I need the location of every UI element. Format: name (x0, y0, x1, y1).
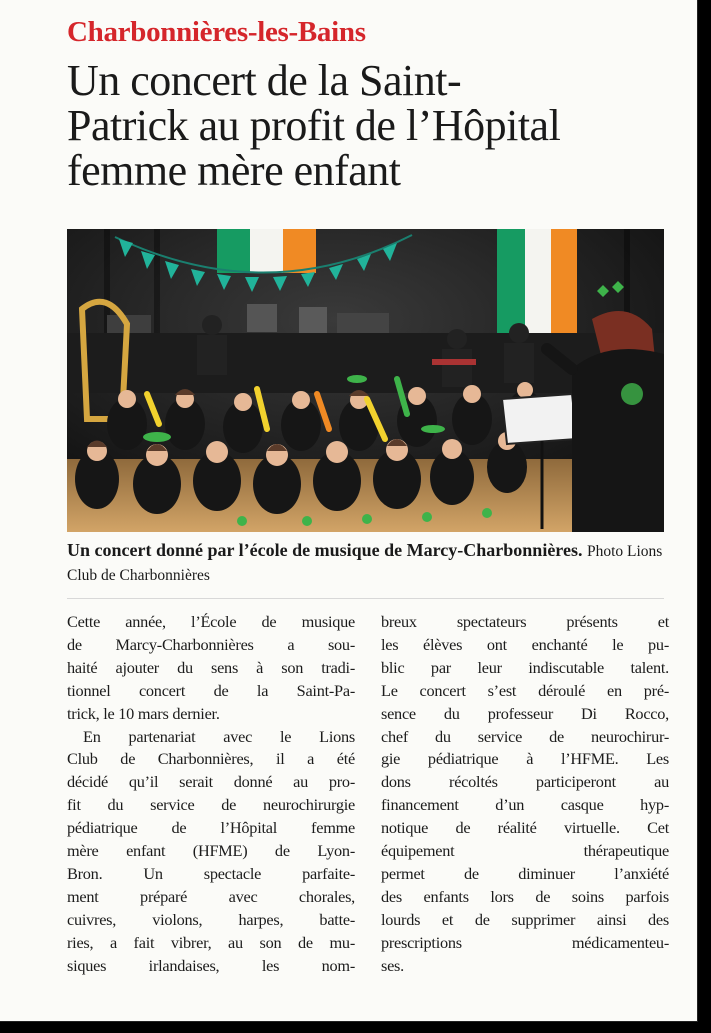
body-line: ses. (381, 955, 404, 975)
body-line: breux spectateurs présents et (381, 612, 669, 631)
body-line: lourds et de supprimer ainsi des (381, 909, 669, 929)
body-line: sence du professeur Di Rocco, (381, 703, 669, 723)
body-line: gie pédiatrique à l’HFME. Les (381, 749, 669, 769)
body-line: prescriptions médicamenteu- (381, 932, 669, 952)
body-line: ment préparé avec chorales, (67, 886, 355, 906)
article-column-right (381, 611, 669, 978)
body-line: tionnel concert de la Saint-Pa- (67, 680, 355, 700)
body-line: haité ajouter du sens à son tradi- (67, 657, 355, 677)
body-line: trick, le 10 mars dernier. (67, 703, 220, 723)
body-line: notique de réalité virtuelle. Cet (381, 818, 669, 838)
body-line: mère enfant (HFME) de Lyon- (67, 841, 355, 861)
article-column-left (67, 611, 355, 978)
caption-divider (67, 598, 664, 599)
body-line: Cette année, l’École de musique (67, 612, 355, 631)
body-line: pédiatrique de l’Hôpital femme (67, 818, 355, 838)
concert-photo (67, 229, 664, 532)
body-line: En partenariat avec le Lions (83, 726, 355, 746)
body-line: fit du service de neurochirurgie (67, 795, 355, 815)
body-line: chef du service de neurochirur- (381, 726, 669, 746)
article-headline (67, 58, 677, 193)
irish-flag-left (217, 229, 316, 273)
headline-line: Un concert de la Saint- (67, 56, 462, 105)
photo-caption (67, 539, 667, 587)
body-line: cuivres, violons, harpes, batte- (67, 909, 355, 929)
location-kicker: Charbonnières-les-Bains (67, 16, 366, 48)
headline-line: femme mère enfant (67, 146, 401, 195)
body-line: permet de diminuer l’anxiété (381, 863, 669, 883)
body-line: Bron. Un spectacle parfaite- (67, 863, 355, 883)
body-line: blic par leur indiscutable talent. (381, 657, 669, 677)
body-line: des enfants lors de soins parfois (381, 886, 669, 906)
body-line: les élèves ont enchanté le pu- (381, 634, 669, 654)
photo-credit: Photo Lions Club de Charbonnières (67, 543, 663, 584)
caption-text: Un concert donné par l’école de musique de Marcy-Charbonnières. (67, 540, 583, 560)
body-line: ries, a fait vibrer, au son de mu- (67, 932, 355, 952)
body-line: de Marcy-Charbonnières a sou- (67, 634, 355, 654)
body-line: décidé qu’il serait donné au pro- (67, 772, 355, 792)
body-line: financement d’un casque hyp- (381, 795, 669, 815)
body-line: siques irlandaises, les nom- (67, 955, 355, 975)
body-line: équipement thérapeutique (381, 841, 669, 861)
body-line: Le concert s’est déroulé en pré- (381, 680, 669, 700)
headline-line: Patrick au profit de l’Hôpital (67, 101, 561, 150)
body-line: Club de Charbonnières, il a été (67, 749, 355, 769)
body-line: dons récoltés participeront au (381, 772, 669, 792)
